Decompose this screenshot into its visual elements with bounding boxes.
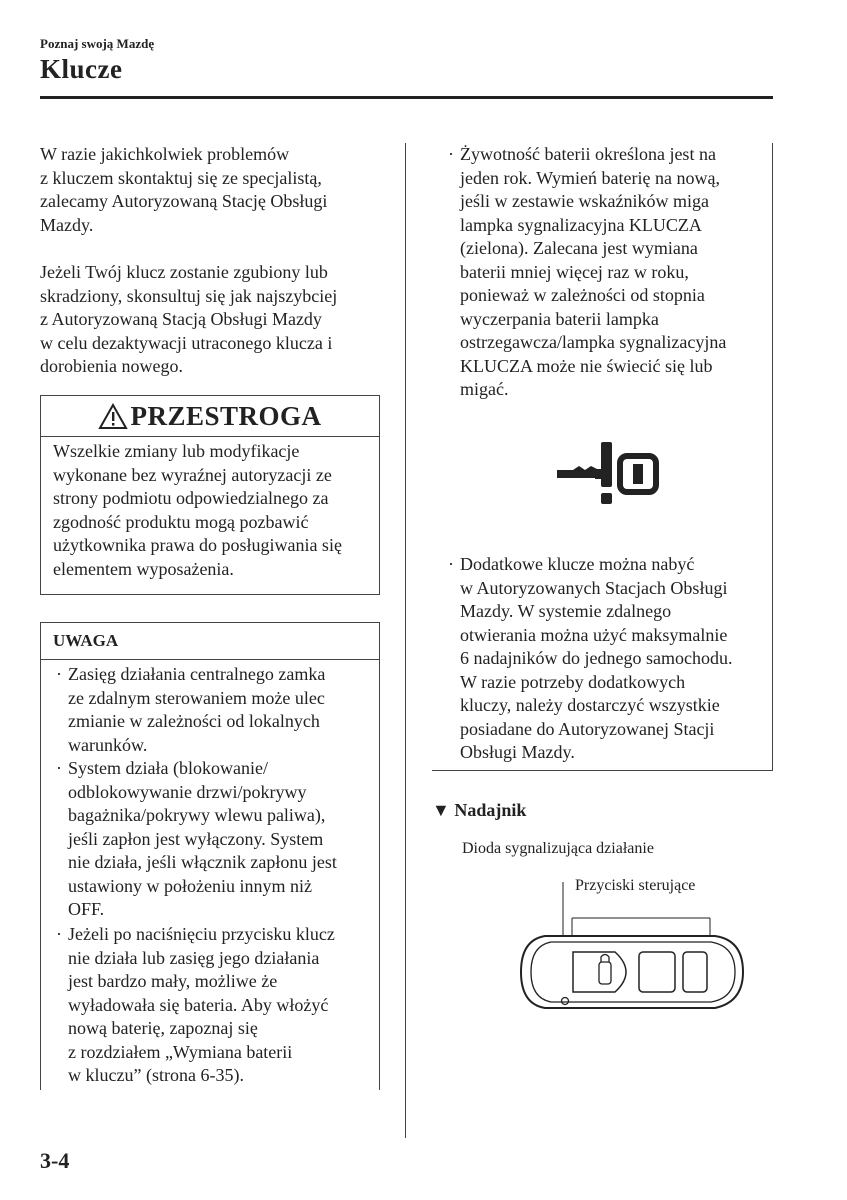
remote-key-fob-icon [515, 840, 750, 1040]
note-item-2 [56, 757, 378, 922]
column-divider [405, 143, 406, 1138]
left-paragraph-1: W razie jakichkolwiek problemów z kluczem skontaktuj się ze specjalistą, zalecamy Autoryzowaną Stację Obsługi Mazdy. [40, 144, 328, 235]
page-number: 3-4 [40, 1148, 70, 1173]
warning-title: PRZESTROGA [130, 400, 322, 431]
key-warning-icon [555, 440, 660, 512]
note-header [41, 623, 379, 660]
note-item-text: System działa (blokowanie/ odblokowywanie drzwi/pokrywy bagażnika/pokrywy wlewu paliwa), jeśli zapłon jest wyłączony. System nie działa, jeśli włącznik zapłonu jest ustawiony w położeniu innym niż OFF. [68, 758, 337, 919]
warning-triangle-icon [98, 403, 128, 430]
bullet: · [448, 554, 454, 574]
page-title: Klucze [40, 54, 123, 84]
bullet: · [56, 758, 62, 778]
warning-box [40, 395, 380, 595]
bullet: · [448, 144, 454, 164]
label-buttons: Przyciski sterujące [575, 877, 696, 894]
section-label: Poznaj swoją Mazdę [40, 36, 155, 51]
subheading-transmitter: ▼ Nadajnik [432, 800, 527, 820]
title-rule [40, 96, 773, 99]
label-led: Dioda sygnalizująca działanie [462, 840, 654, 857]
bullet: · [56, 664, 62, 684]
note-item-text: Zasięg działania centralnego zamka ze zdalnym sterowaniem może ulec zmianie w zależności od lokalnych warunków. [68, 664, 326, 755]
note-item-3 [56, 923, 378, 1088]
right-item-text: Żywotność baterii określona jest na jeden rok. Wymień baterię na nową, jeśli w zestawie wskaźników miga lampka sygnalizacyjna KLUCZA (zielona). Zalecana jest wymiana baterii mniej więcej raz w roku, ponieważ w zależności od stopnia wyczerpania baterii lampka ostrzegawcza/lampka sygnalizacyjna KLUCZA może nie świecić się lub migać. [460, 144, 727, 399]
note-title: UWAGA [53, 631, 119, 650]
right-item-1 [448, 143, 765, 402]
note-item-text: Jeżeli po naciśnięciu przycisku klucz nie działa lub zasięg jego działania jest bardzo mały, możliwe że wyładowała się bateria. Aby włożyć nową baterię, zapoznaj się z rozdziałem „Wymiana baterii w kluczu” (strona 6-35). [68, 924, 335, 1085]
warning-body: Wszelkie zmiany lub modyfikacje wykonane bez wyraźnej autoryzacji ze strony podmiotu odpowiedzialnego za zgodność produktu mogą pozbawić użytkownika prawa do posługiwania się elementem wyposażenia. [53, 441, 342, 579]
left-paragraph-2: Jeżeli Twój klucz zostanie zgubiony lub skradziony, skonsultuj się jak najszybciej z Autoryzowaną Stacją Obsługi Mazdy w celu dezaktywacji utraconego klucza i dorobienia nowego. [40, 262, 338, 376]
note-item-1 [56, 663, 378, 757]
right-item-text: Dodatkowe klucze można nabyć w Autoryzowanych Stacjach Obsługi Mazdy. W systemie zdalnego otwierania można użyć maksymalnie 6 nadajników do jednego samochodu. W razie potrzeby dodatkowych kluczy, należy dostarczyć wszystkie posiadane do Autoryzowanej Stacji Obsługi Mazdy. [460, 554, 733, 762]
bullet: · [56, 924, 62, 944]
warning-header [41, 396, 379, 437]
right-item-2 [448, 553, 765, 765]
